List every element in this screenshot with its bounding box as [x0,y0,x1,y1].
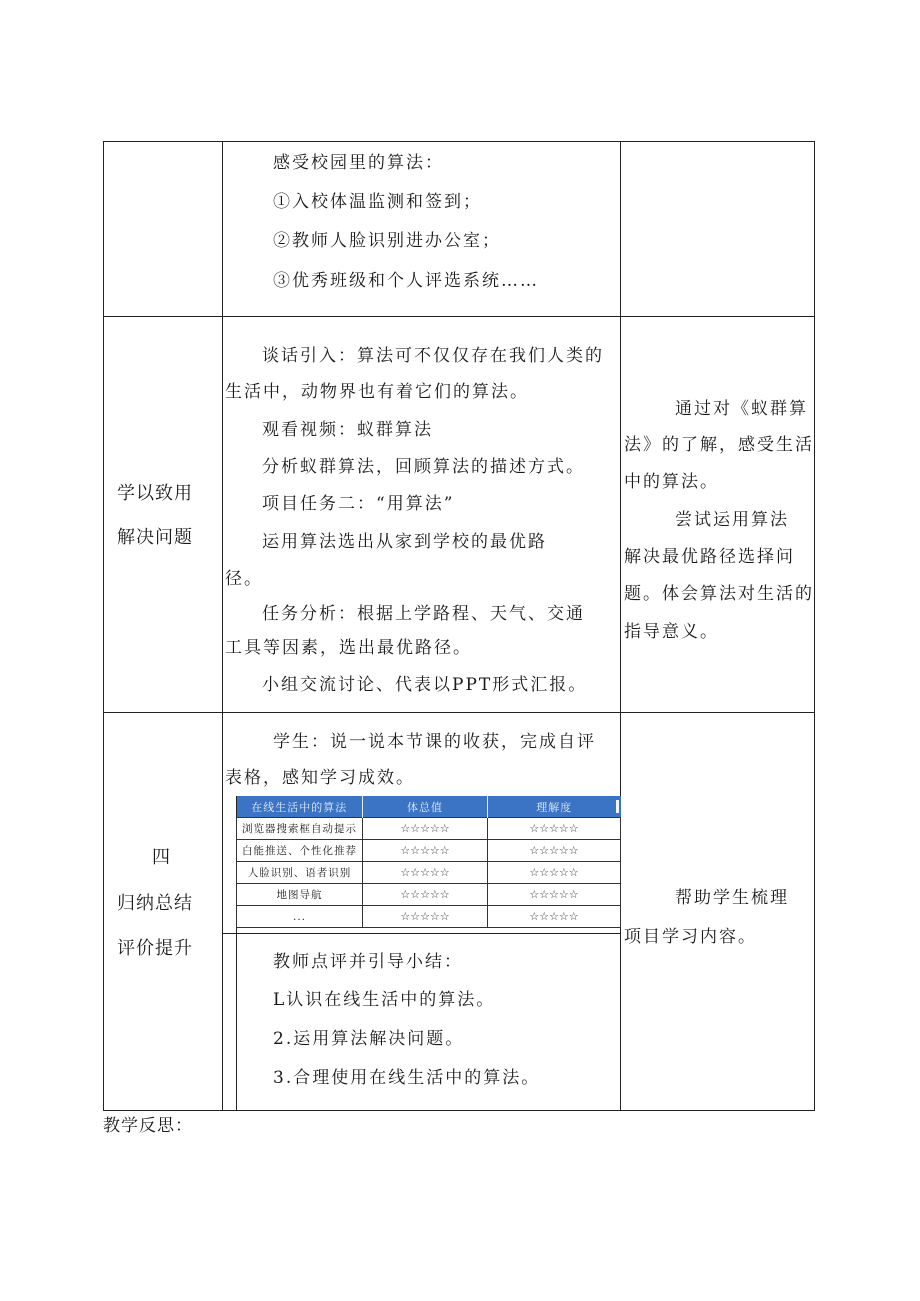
content-line: 任务分析：根据上学路程、天气、交通 [262,604,585,624]
section-title: 学以致用 [117,483,193,504]
eval-item: 浏览器搜索框自动提示 [237,818,363,840]
rating-stars: ☆☆☆☆☆ [488,884,621,906]
student-line: 学生：说一说本节课的收获，完成自评 [273,732,596,752]
rating-stars: ☆☆☆☆☆ [363,840,488,862]
rating-stars: ☆☆☆☆☆ [488,862,621,884]
inner-divider [222,933,620,934]
eval-header-cell: 在线生活中的算法 [237,796,363,818]
content-line: 观看视频：蚁群算法 [262,420,433,440]
scrollbar-icon [616,800,619,813]
content-line: 谈话引入：算法可不仅仅存在我们人类的 [262,346,604,366]
teacher-line: 3.合理使用在线生活中的算法。 [273,1068,541,1088]
eval-item: 人脸识别、语者识别 [237,862,363,884]
table-row [237,818,621,840]
rating-stars: ☆☆☆☆☆ [363,884,488,906]
intent-line: 尝试运用算法 [675,510,789,530]
content-line: 小组交流讨论、代表以PPT形式汇报。 [262,675,588,695]
table-row [237,884,621,906]
table-border-left [103,141,104,1111]
table-row [237,906,621,928]
column-divider-1 [222,141,223,1111]
content-line: 感受校园里的算法： [273,153,444,173]
intent-line: 法》的了解，感受生活 [624,435,814,455]
rating-stars: ☆☆☆☆☆ [363,906,488,928]
intent-line: 解决最优路径选择问 [624,547,795,567]
intent-line: 中的算法。 [624,472,719,492]
table-row [237,840,621,862]
student-line: 表格，感知学习成效。 [225,768,415,788]
eval-item: 地图导航 [237,884,363,906]
content-line: ①入校体温监测和签到； [273,192,482,212]
content-line: 运用算法选出从家到学校的最优路 [262,532,547,552]
self-evaluation-table [236,796,620,928]
eval-item: ... [237,906,363,928]
reflection-label: 教学反思： [103,1116,193,1136]
content-line: 径。 [225,569,263,589]
eval-header-row [237,796,621,818]
section-title: 评价提升 [117,938,193,959]
content-line: ②教师人脸识别进办公室； [273,231,501,251]
row-divider-2 [103,712,815,713]
rating-stars: ☆☆☆☆☆ [488,906,621,928]
eval-header-cell [488,796,621,818]
eval-item: 白能推送、个性化推荐 [237,840,363,862]
table-border-top [103,141,815,142]
content-line: 工具等因素，选出最优路径。 [225,638,472,658]
table-row [237,862,621,884]
column-divider-2 [620,141,621,1111]
section-title: 解决问题 [117,527,193,548]
content-line: 分析蚁群算法，回顾算法的描述方式。 [262,457,585,477]
section-title: 归纳总结 [117,893,193,914]
row-divider-1 [103,316,815,317]
teacher-line: 2.运用算法解决问题。 [273,1029,465,1049]
intent-line: 指导意义。 [624,622,719,642]
intent-line: 通过对《蚁群算 [675,399,808,419]
rating-stars: ☆☆☆☆☆ [488,818,621,840]
content-line: 项目任务二：“用算法” [262,494,455,514]
rating-stars: ☆☆☆☆☆ [363,862,488,884]
table-border-bottom [103,1110,815,1111]
teacher-line: L认识在线生活中的算法。 [273,990,496,1010]
content-line: ③优秀班级和个人评选系统…… [273,271,539,291]
eval-header-label: 理解度 [536,800,573,814]
intent-line: 题。体会算法对生活的 [624,584,814,604]
eval-header-cell: 体总值 [363,796,488,818]
table-border-right [814,141,815,1111]
rating-stars: ☆☆☆☆☆ [488,840,621,862]
rating-stars: ☆☆☆☆☆ [363,818,488,840]
intent-line: 帮助学生梳理 [675,888,789,908]
section-number: 四 [152,847,171,868]
teacher-line: 教师点评并引导小结： [273,952,463,972]
intent-line: 项目学习内容。 [624,927,757,947]
content-line: 生活中，动物界也有着它们的算法。 [225,382,529,402]
